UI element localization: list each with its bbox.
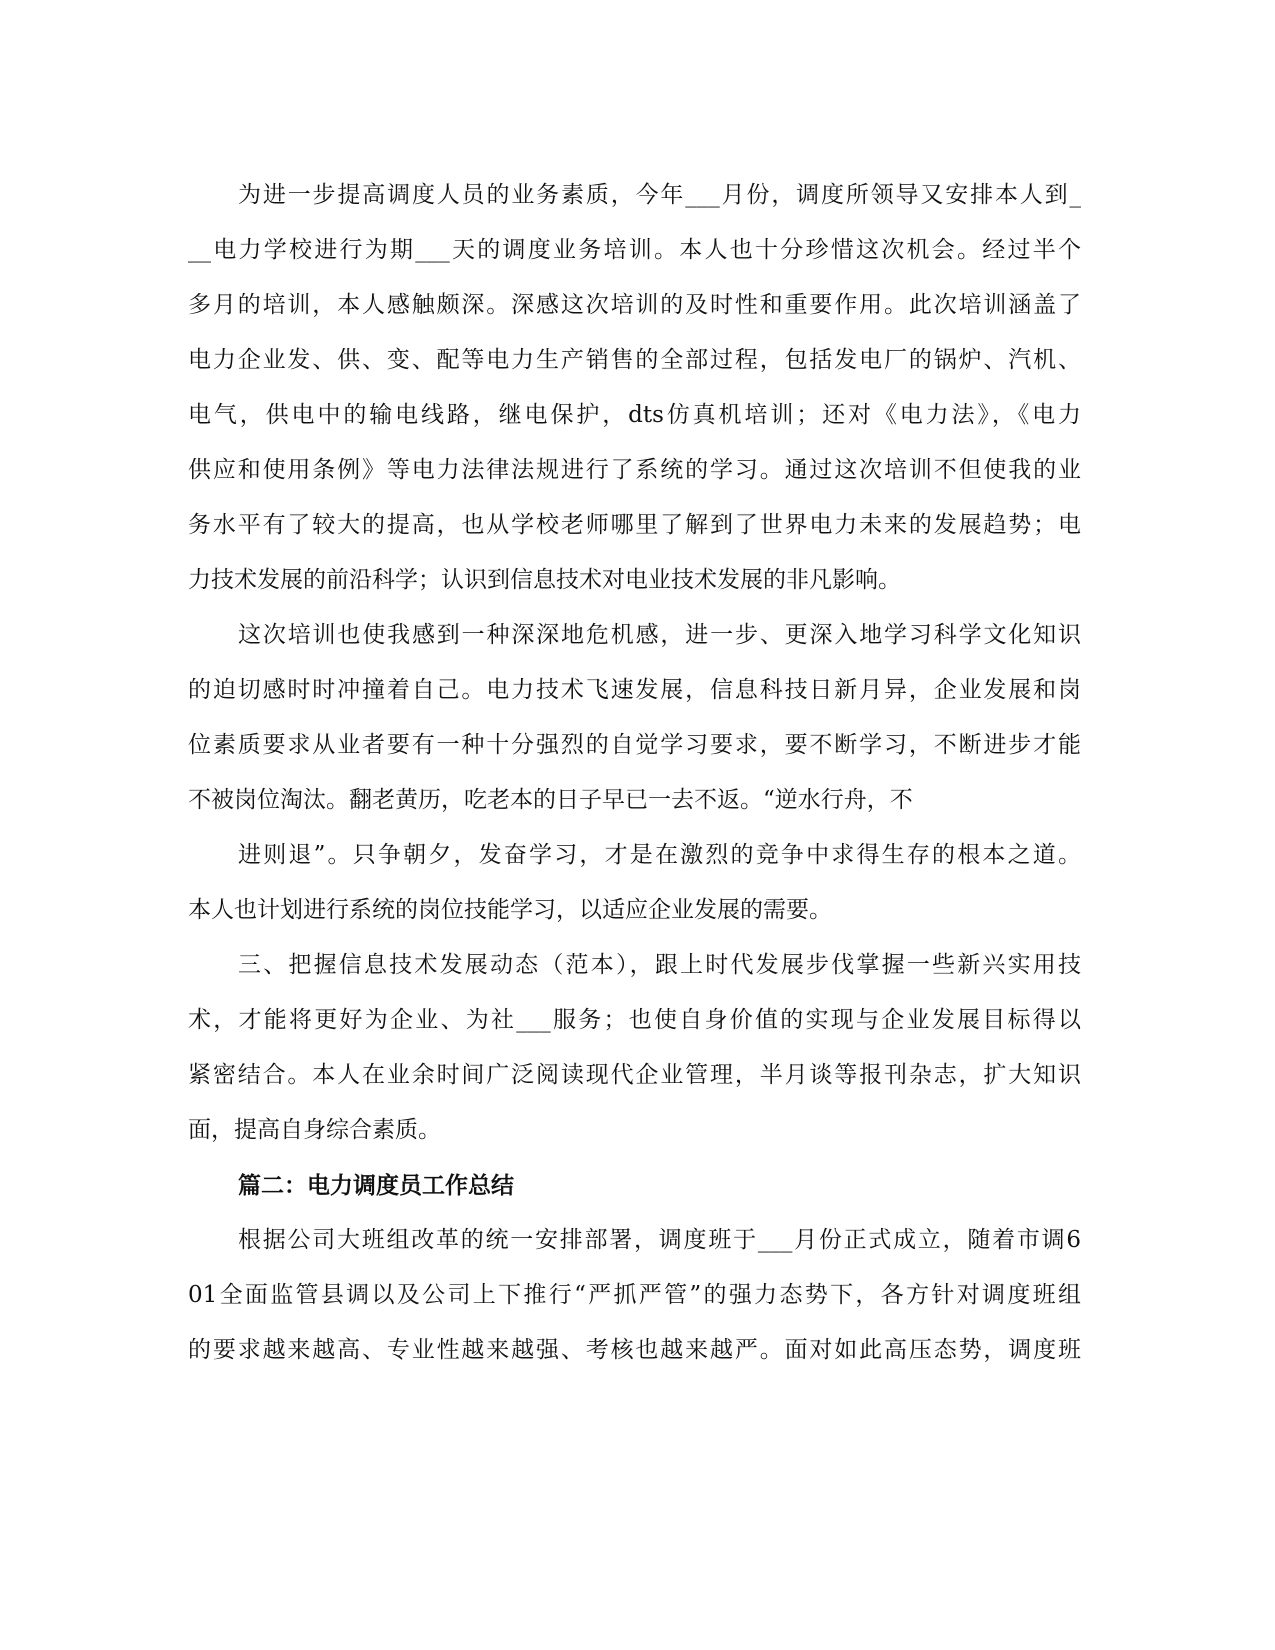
text-line: __电力学校进行为期___天的调度业务培训。本人也十分珍惜这次机会。经过半个 xyxy=(188,237,1081,263)
text-line: 面，提高自身综合素质。 xyxy=(188,1117,441,1143)
text-line: 根据公司大班组改革的统一安排部署，调度班于___月份正式成立，随着市调6 xyxy=(238,1227,1081,1253)
text-line: 紧密结合。本人在业余时间广泛阅读现代企业管理，半月谈等报刊杂志，扩大知识 xyxy=(188,1062,1081,1088)
paragraph-dispatch-team xyxy=(188,1213,1081,1378)
paragraph-study-plan xyxy=(188,828,1081,938)
text-line: 01全面监管县调以及公司上下推行“严抓严管”的强力态势下，各方针对调度班组 xyxy=(188,1282,1081,1308)
paragraph-information-technology xyxy=(188,938,1081,1158)
text-line: 力技术发展的前沿科学；认识到信息技术对电业技术发展的非凡影响。 xyxy=(188,567,901,593)
text-line: 多月的培训，本人感触颇深。深感这次培训的及时性和重要作用。此次培训涵盖了 xyxy=(188,292,1081,318)
section-heading: 篇二：电力调度员工作总结 xyxy=(238,1172,514,1199)
text-line: 电力企业发、供、变、配等电力生产销售的全部过程，包括发电厂的锅炉、汽机、 xyxy=(188,347,1081,373)
text-line: 本人也计划进行系统的岗位技能学习，以适应企业发展的需要。 xyxy=(188,897,832,923)
text-line: 的要求越来越高、专业性越来越强、考核也越来越严。面对如此高压态势，调度班 xyxy=(188,1337,1081,1363)
text-line: 电气，供电中的输电线路，继电保护，dts仿真机培训；还对《电力法》，《电力 xyxy=(188,402,1081,428)
document-body xyxy=(188,168,1081,1378)
text-line: 为进一步提高调度人员的业务素质，今年___月份，调度所领导又安排本人到_ xyxy=(238,182,1081,208)
paragraph-crisis-awareness xyxy=(188,608,1081,828)
text-line: 三、把握信息技术发展动态（范本），跟上时代发展步伐掌握一些新兴实用技 xyxy=(238,952,1081,978)
text-line: 不被岗位淘汰。翻老黄历，吃老本的日子早已一去不返。“逆水行舟，不 xyxy=(188,787,913,813)
text-line: 供应和使用条例》等电力法律法规进行了系统的学习。通过这次培训不但使我的业 xyxy=(188,457,1081,483)
text-line: 的迫切感时时冲撞着自己。电力技术飞速发展，信息科技日新月异，企业发展和岗 xyxy=(188,677,1081,703)
paragraph-training-overview xyxy=(188,168,1081,608)
text-line: 进则退”。只争朝夕，发奋学习，才是在激烈的竞争中求得生存的根本之道。 xyxy=(238,842,1081,868)
text-line: 这次培训也使我感到一种深深地危机感，进一步、更深入地学习科学文化知识 xyxy=(238,622,1081,648)
text-line: 术，才能将更好为企业、为社___服务；也使自身价值的实现与企业发展目标得以 xyxy=(188,1007,1081,1033)
text-line: 位素质要求从业者要有一种十分强烈的自觉学习要求，要不断学习，不断进步才能 xyxy=(188,732,1081,758)
text-line: 务水平有了较大的提高，也从学校老师哪里了解到了世界电力未来的发展趋势；电 xyxy=(188,512,1081,538)
